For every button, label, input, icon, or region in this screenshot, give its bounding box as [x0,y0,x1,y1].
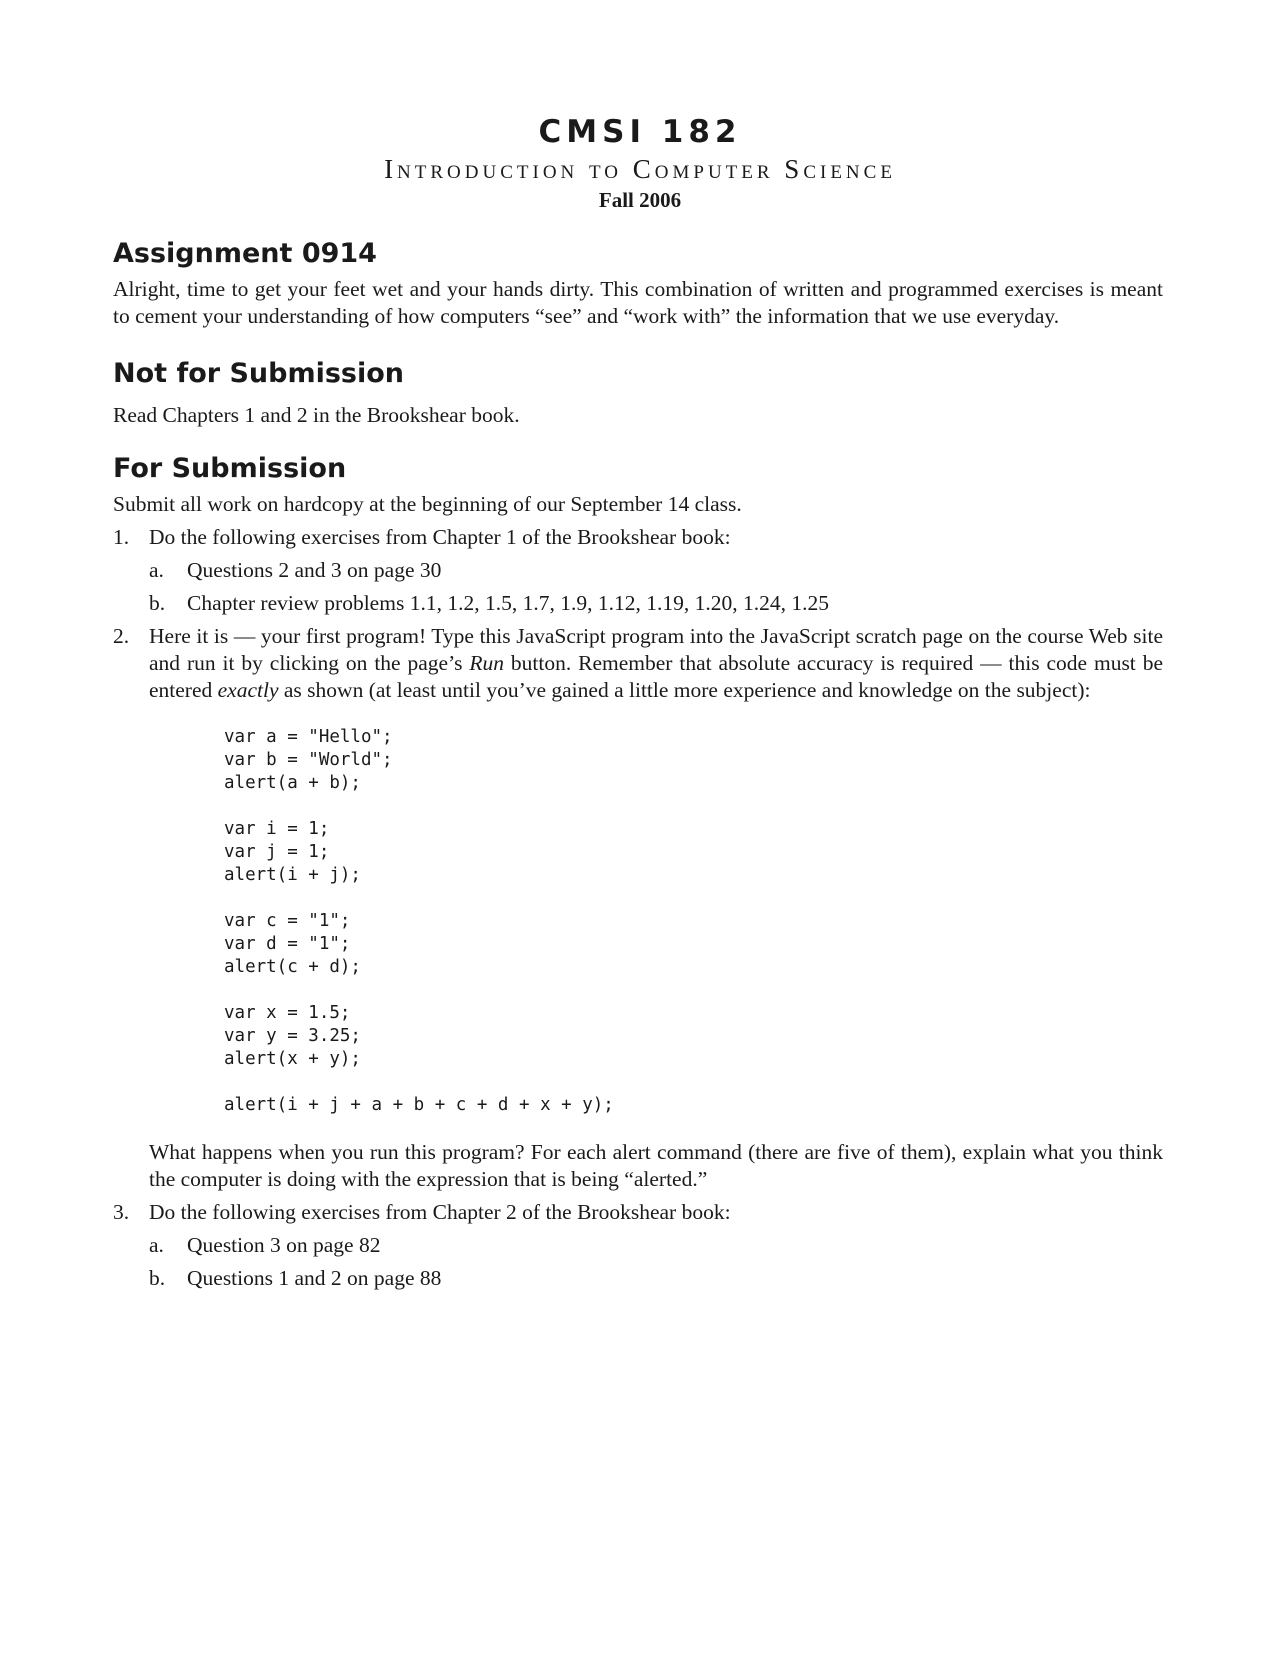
term: Fall 2006 [598,188,682,212]
code-line: alert(i + j); [224,865,361,885]
sub-list-item [149,1265,1163,1292]
code-gap [224,979,1163,1002]
for-submission-heading: For Submission [113,453,347,484]
code-block [224,726,1163,1117]
run-word: Run [469,651,504,675]
list-item [113,524,1163,617]
sub-list [149,557,1163,617]
sub-item-text: Questions 2 and 3 on page 30 [187,558,442,582]
exercise-list [113,524,1163,1292]
sub-item-label: a. [149,1233,164,1257]
sub-item-text: Chapter review problems 1.1, 1.2, 1.5, 1.7, 1.9, 1.12, 1.19, 1.20, 1.24, 1.25 [187,591,829,615]
course-name: Introduction to Computer Science [384,154,896,184]
code-line: var d = "1"; [224,934,351,954]
code-line: var x = 1.5; [224,1003,351,1023]
code-line: alert(a + b); [224,773,361,793]
item-text-part: Here it is — your first program! Type this JavaScript program into the JavaScript scratch page on the course Web site and run it by clicking on the page’s [149,624,1163,675]
item-text-part: as shown (at least until you’ve gained a little more experience and knowledge on the subject): [278,678,1091,702]
exactly-word: exactly [217,678,279,702]
code-line: var b = "World"; [224,750,393,770]
code-line: var c = "1"; [224,911,351,931]
list-item [113,623,1163,1193]
code-line: alert(c + d); [224,957,361,977]
item-text-part: button. Remember that absolute accuracy is required — this code must be entered [149,651,1163,702]
item-number: 1. [113,525,130,549]
sub-item-text: Questions 1 and 2 on page 88 [187,1266,442,1290]
not-for-submission-heading: Not for Submission [113,358,405,389]
course-code: CMSI 182 [538,114,742,150]
not-for-submission-text: Read Chapters 1 and 2 in the Brookshear book. [113,403,520,427]
sub-item-label: a. [149,558,164,582]
item-text: Do the following exercises from Chapter 2 of the Brookshear book: [149,1200,731,1224]
code-line: var j = 1; [224,842,330,862]
code-line: var a = "Hello"; [224,727,393,747]
submission-instructions: Submit all work on hardcopy at the beginning of our September 14 class. [113,492,742,516]
item-text: Do the following exercises from Chapter 1 of the Brookshear book: [149,525,731,549]
document-body [113,236,1163,1298]
assignment-title: Assignment 0914 [113,238,377,269]
code-gap [224,1071,1163,1094]
code-gap [224,887,1163,910]
list-item [113,1199,1163,1292]
course-header [0,112,1280,213]
code-line: var y = 3.25; [224,1026,361,1046]
sub-item-label: b. [149,1266,166,1290]
sub-list [149,1232,1163,1292]
item-number: 3. [113,1200,130,1224]
code-line: alert(x + y); [224,1049,361,1069]
code-line: alert(i + j + a + b + c + d + x + y); [224,1095,614,1115]
assignment-intro: Alright, time to get your feet wet and your hands dirty. This combination of written and programmed exercises is meant to cement your understanding of how computers “see” and “work with” the information that we use everyday. [113,277,1163,328]
sub-list-item [149,557,1163,584]
code-line: var i = 1; [224,819,330,839]
sub-item-text: Question 3 on page 82 [187,1233,381,1257]
item-number: 2. [113,624,130,648]
followup-question: What happens when you run this program? For each alert command (there are five of them), explain what you think the computer is doing with the expression that is being “alerted.” [149,1140,1163,1191]
sub-item-label: b. [149,591,166,615]
sub-list-item [149,590,1163,617]
code-gap [224,795,1163,818]
sub-list-item [149,1232,1163,1259]
item-text [149,623,1163,704]
